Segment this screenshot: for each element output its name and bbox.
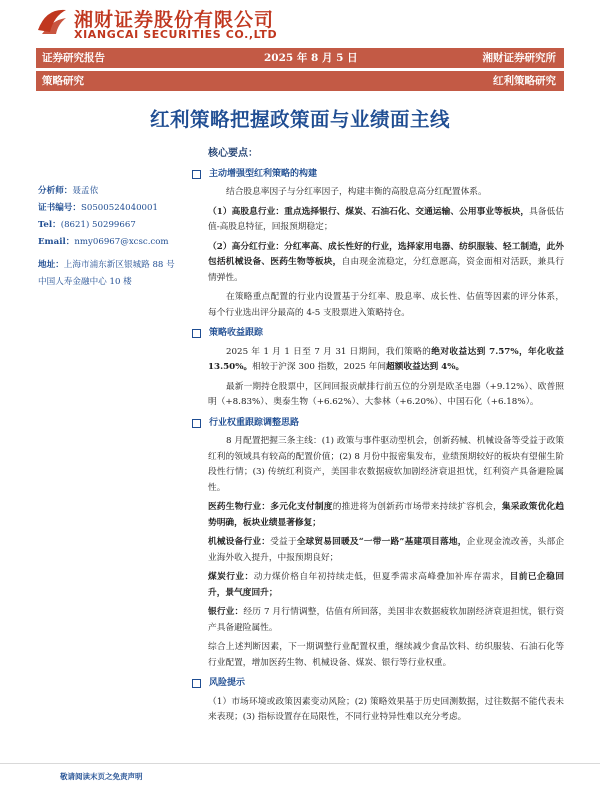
footer-divider: [0, 763, 600, 764]
analyst-info: [38, 183, 178, 291]
paragraph: 银行业：经历 7 月行情调整，估值有所回落，美国非农数据疲软加剧经济衰退担忧，银行资产具备避险属性。: [208, 607, 565, 633]
email-link[interactable]: nmy06967@xcsc.com: [74, 237, 169, 247]
section-title: 主动增强型红利策略的构建: [209, 168, 318, 179]
paragraph: 医药生物行业：多元化支付制度的推进将为创新药市场带来持续扩容机会，集采政策优化趋势明确，板块业绩显著修复；: [208, 502, 565, 528]
paragraph: 最新一期持仓股票中，区间回报贡献排行前五位的分别是欧圣电器（+9.12%）、欧普照明（+8.83%）、奥泰生物（+6.62%）、大参林（+6.20%）、中国石化（+6.18%）。: [208, 381, 564, 407]
paragraph: 机械设备行业：受益于全球贸易回暖及“一带一路”基建项目落地，企业现金流改善，头部企业海外收入提升，中报预期良好；: [208, 537, 565, 563]
addr-label: 地址：: [38, 260, 64, 270]
cert-label: 证书编号：: [38, 203, 81, 213]
tel-label: Tel：: [38, 220, 61, 230]
section-strategy-construction: [192, 167, 564, 183]
report-category: 策略研究: [42, 75, 84, 87]
square-bullet-icon: [192, 329, 201, 338]
brand-name-en: XIANGCAI SECURITIES CO.,LTD: [74, 28, 278, 41]
report-subcategory: 红利策略研究: [493, 75, 556, 87]
disclaimer-note: 敬请阅读末页之免责声明: [60, 772, 143, 781]
paragraph: （2）高分红行业：分红率高、成长性好的行业，选择家用电器、纺织服装、轻工制造，此外包括机械设备、医药生物等板块，自由现金流稳定，分红意愿高，资金面相对活跃，兼具行情弹性。: [208, 241, 565, 283]
paragraph: 综合上述判断因素，下一期调整行业配置权重，继续减少食品饮料、纺织服装、石油石化等行业配置，增加医药生物、机械设备、煤炭、银行等行业权重。: [208, 642, 564, 668]
main-content: [208, 146, 564, 730]
paragraph: 结合股息率因子与分红率因子，构建丰衡的高股息高分红配置体系。: [226, 187, 487, 197]
cert-number: S0500524040001: [80, 203, 158, 213]
company-logo-icon: [36, 6, 68, 36]
paragraph: 8 月配置把握三条主线：(1) 政策与事件驱动型机会，创新药械、机械设备等受益于政策红利的领域具有较高的配置价值；(2) 8 月份中报密集发布，业绩预期较好的板块有望催生阶段性行情；(3) 传统红利资产，美国非农数据疲软加剧经济衰退担忧，红利资产具备避险属性。: [208, 436, 564, 493]
paragraph: 煤炭行业：动力煤价格自年初持续走低，但夏季需求高峰叠加补库存需求，目前已企稳回升，景气度回升；: [208, 572, 565, 598]
square-bullet-icon: [192, 679, 201, 688]
section-risk: [192, 676, 564, 692]
section-title: 策略收益跟踪: [209, 328, 264, 338]
analyst-label: 分析师：: [38, 186, 73, 196]
square-bullet-icon: [192, 419, 201, 428]
institute-name: 湘财证券研究所: [482, 52, 556, 64]
section-industry-weights: [192, 416, 564, 432]
section-return-tracking: [192, 326, 564, 342]
core-points-title: 核心要点：: [208, 148, 258, 159]
report-type: 证券研究报告: [42, 52, 105, 64]
paragraph: 在策略重点配置的行业内设置基于分红率、股息率、成长性、估值等因素的评分体系，每个行业选出评分最高的 4-5 支股票进入策略持仓。: [208, 292, 564, 318]
section-title: 行业权重跟踪调整思路: [209, 417, 300, 428]
paragraph: 2025 年 1 月 1 日至 7 月 31 日期间，我们策略的绝对收益达到 7.57%，年化收益 13.50%。相较于沪深 300 指数，2025 年间超额收益达到 4%。: [208, 346, 564, 372]
addr-line2: 中国人寿金融中心 10 楼: [38, 277, 132, 287]
paragraph: （1）市场环境或政策因素变动风险；(2) 策略效果基于历史回测数据，过往数据不能代表未来表现；(3) 指标设置存在局限性，不同行业特异性难以充分考虑。: [208, 696, 564, 722]
paragraph: （1）高股息行业：重点选择银行、煤炭、石油石化、交通运输、公用事业等板块，具备低估值-高股息特征，回报预期稳定；: [208, 206, 565, 232]
header-band-2: [36, 71, 564, 91]
tel-number: (8621) 50299667: [60, 220, 136, 230]
header-band-1: [36, 48, 564, 68]
page-title: 红利策略把握政策面与业绩面主线: [149, 108, 450, 131]
report-date: 2025 年 8 月 5 日: [264, 52, 358, 64]
addr-line1: 上海市浦东新区银城路 88 号: [63, 260, 175, 270]
analyst-name: 聂孟依: [72, 186, 99, 196]
email-label: Email：: [38, 237, 75, 247]
square-bullet-icon: [192, 170, 201, 179]
brand-name-cn: 湘财证券股份有限公司: [74, 9, 275, 31]
section-title: 风险提示: [209, 678, 246, 688]
